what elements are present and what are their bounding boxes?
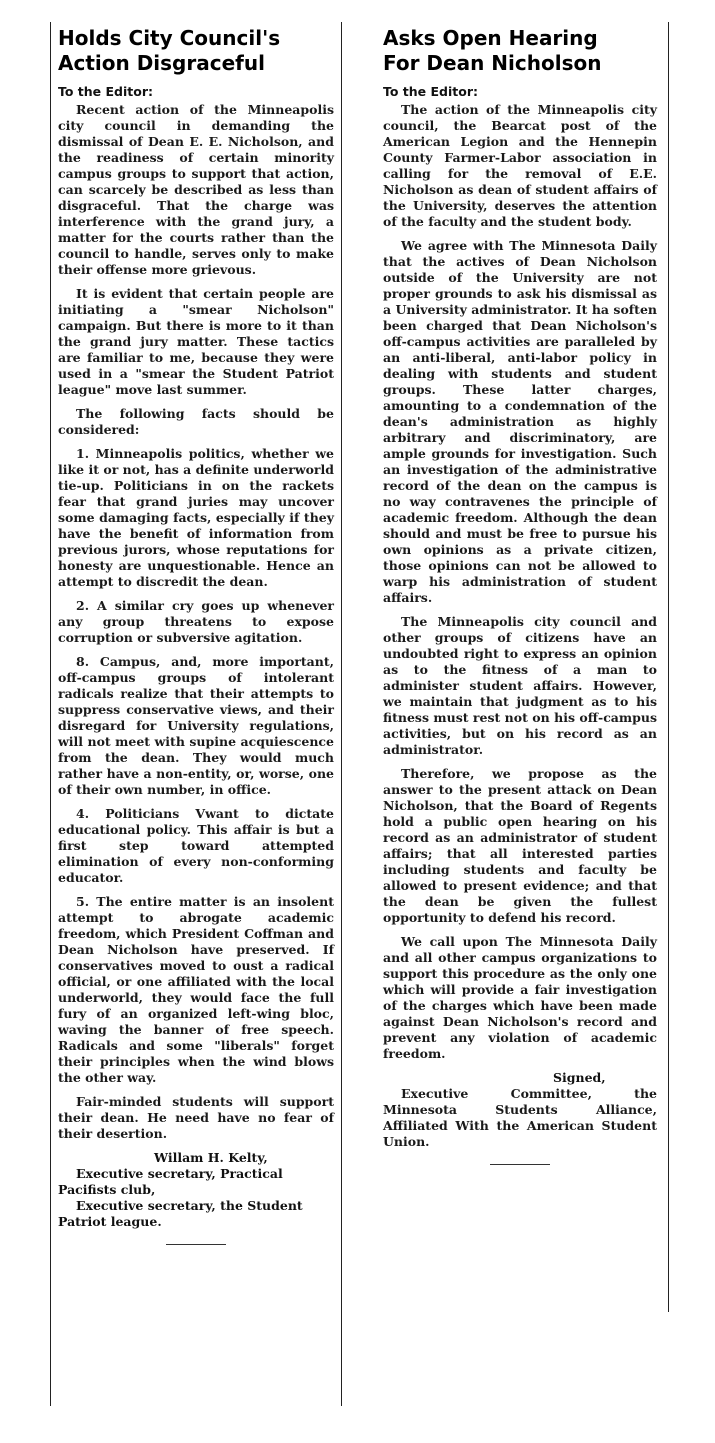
paragraph: 8. Campus, and, more important, off-campus groups of intolerant radicals realize that their attempts to suppress conservative views, and their disregard for University regulations, will not meet with supine acquiescence from the dean. They would much rather have a non-entity, or, worse, one of their own number, in office. (58, 654, 334, 797)
signature-body-right: Executive Committee, the Minnesota Students Alliance, Affiliated With the American Student Union. (383, 1086, 657, 1149)
headline-left-line-2: Action Disgraceful (58, 51, 265, 75)
salutation-right: To the Editor: (383, 84, 479, 99)
headline-right (383, 26, 657, 76)
paragraph: The Minneapolis city council and other groups of citizens have an undoubted right to express an opinion as to the fitness of a man to administer student affairs. However, we maintain that judgment as to his fitness must rest not on his off-campus activities, but on his record as an administrator. (383, 614, 657, 757)
letter-left (58, 26, 334, 1245)
paragraph: It is evident that certain people are initiating a "smear Nicholson" campaign. But there is more to it than the grand jury matter. These tactics are familiar to me, because they were used in a "smear the Student Patriot league" move last summer. (58, 286, 334, 397)
headline-right-line-2: For Dean Nicholson (383, 51, 602, 75)
paragraph: Recent action of the Minneapolis city council in demanding the dismissal of Dean E. E. Nicholson, and the readiness of certain minority campus groups to support that action, can scarcely be described as less than disgraceful. That the charge was interference with the grand jury, a matter for the courts rather than the council to handle, serves only to make their offense more grievous. (58, 102, 334, 277)
paragraph: We call upon The Minnesota Daily and all other campus organizations to support this procedure as the only one which will provide a fair investigation of the charges which have been made against Dean Nicholson's record and prevent any violation of academic freedom. (383, 934, 657, 1061)
paragraph: Fair-minded students will support their dean. He need have no fear of their desertion. (58, 1094, 334, 1141)
headline-right-line-1: Asks Open Hearing (383, 26, 598, 50)
paragraph: We agree with The Minnesota Daily that the actives of Dean Nicholson outside of the University are not proper grounds to ask his dismissal as a University administrator. It ha soften been charged that Dean Nicholson's off-campus activities are paralleled by an anti-liberal, anti-labor policy in dealing with students and student groups. These latter charges, amounting to a condemnation of the dean's administration as highly arbitrary and discriminatory, are ample grounds for investigation. Such an investigation of the administrative record of the dean on the campus is no way contravenes the principle of academic freedom. Although the dean should and must be free to pursue his own opinions as a private citizen, those opinions can not be allowed to warp his administration of student affairs. (383, 238, 657, 605)
paragraph: The action of the Minneapolis city council, the Bearcat post of the American Legion and the Hennepin County Farmer-Labor association in calling for the removal of E.E. Nicholson as dean of student affairs of the University, deserves the attention of the faculty and the student body. (383, 102, 657, 229)
signed-label: Signed, (553, 1070, 606, 1085)
paragraph: 1. Minneapolis politics, whether we like it or not, has a definite underworld tie-up. Politicians in on the rackets fear that grand juries may uncover some damaging facts, especially if they have the benefit of information from previous jurors, whose reputations for honesty are unquestionable. Hence an attempt to discredit the dean. (58, 446, 334, 589)
signature-title-2: Executive secretary, the Student Patriot league. (58, 1198, 303, 1229)
paragraph: 2. A similar cry goes up whenever any group threatens to expose corruption or subversive agitation. (58, 598, 334, 645)
right-column-rule (668, 22, 669, 1312)
left-column-rule (50, 22, 51, 1406)
salutation-left: To the Editor: (58, 84, 154, 99)
letter-right (383, 26, 657, 1165)
end-rule-left (166, 1244, 226, 1245)
paragraph: Therefore, we propose as the answer to the present attack on Dean Nicholson, that the Board of Regents hold a public open hearing on his record as an administrator of student affairs; that all interested parties including students and faculty be allowed to present evidence; and that the dean be given the fullest opportunity to defend his record. (383, 766, 657, 925)
headline-left (58, 26, 334, 76)
paragraph: The following facts should be considered: (58, 406, 334, 437)
paragraph: 4. Politicians Vwant to dictate educational policy. This affair is but a first step toward attempted elimination of every non-conforming educator. (58, 806, 334, 885)
headline-left-line-1: Holds City Council's (58, 26, 281, 50)
paragraph: 5. The entire matter is an insolent attempt to abrogate academic freedom, which President Coffman and Dean Nicholson have preserved. If conservatives moved to oust a radical official, or one affiliated with the local underworld, they would face the full fury of an organized left-wing bloc, waving the banner of free speech. Radicals and some "liberals" forget their principles when the wind blows the other way. (58, 894, 334, 1085)
center-column-rule (341, 22, 342, 1406)
signature-name-left: Willam H. Kelty, (154, 1150, 268, 1165)
signature-title-1: Executive secretary, Practical Pacifists club, (58, 1166, 283, 1197)
end-rule-right (490, 1164, 550, 1165)
